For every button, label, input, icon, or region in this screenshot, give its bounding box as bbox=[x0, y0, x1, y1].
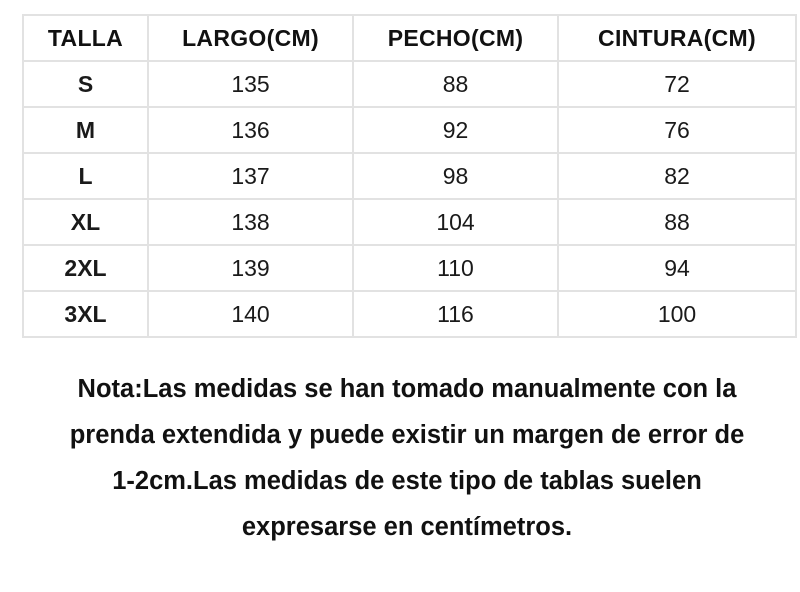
cintura-cell: 82 bbox=[558, 153, 796, 199]
table-row bbox=[23, 107, 796, 153]
table-row bbox=[23, 291, 796, 337]
table-row bbox=[23, 153, 796, 199]
size-chart-table bbox=[22, 14, 797, 338]
pecho-cell: 92 bbox=[353, 107, 558, 153]
pecho-cell: 110 bbox=[353, 245, 558, 291]
table-row bbox=[23, 61, 796, 107]
cintura-cell: 76 bbox=[558, 107, 796, 153]
note-line: 1-2cm.Las medidas de este tipo de tablas suelen bbox=[112, 467, 702, 495]
size-cell: XL bbox=[23, 199, 148, 245]
header-pecho: PECHO(CM) bbox=[353, 15, 558, 61]
largo-cell: 135 bbox=[148, 61, 353, 107]
largo-cell: 136 bbox=[148, 107, 353, 153]
largo-cell: 140 bbox=[148, 291, 353, 337]
table-row bbox=[23, 245, 796, 291]
header-cintura: CINTURA(CM) bbox=[558, 15, 796, 61]
note-line: Nota:Las medidas se han tomado manualmente con la bbox=[77, 375, 737, 403]
table-row bbox=[23, 199, 796, 245]
size-cell: M bbox=[23, 107, 148, 153]
cintura-cell: 94 bbox=[558, 245, 796, 291]
cintura-cell: 100 bbox=[558, 291, 796, 337]
header-largo: LARGO(CM) bbox=[148, 15, 353, 61]
size-cell: S bbox=[23, 61, 148, 107]
header-talla: TALLA bbox=[23, 15, 148, 61]
pecho-cell: 98 bbox=[353, 153, 558, 199]
size-cell: L bbox=[23, 153, 148, 199]
largo-cell: 138 bbox=[148, 199, 353, 245]
cintura-cell: 88 bbox=[558, 199, 796, 245]
note-line: expresarse en centímetros. bbox=[241, 513, 573, 541]
pecho-cell: 116 bbox=[353, 291, 558, 337]
table-header-row bbox=[23, 15, 796, 61]
largo-cell: 139 bbox=[148, 245, 353, 291]
size-cell: 2XL bbox=[23, 245, 148, 291]
pecho-cell: 104 bbox=[353, 199, 558, 245]
note-line: prenda extendida y puede existir un margen de error de bbox=[69, 421, 745, 449]
pecho-cell: 88 bbox=[353, 61, 558, 107]
size-cell: 3XL bbox=[23, 291, 148, 337]
cintura-cell: 72 bbox=[558, 61, 796, 107]
largo-cell: 137 bbox=[148, 153, 353, 199]
measurement-note bbox=[12, 366, 800, 550]
